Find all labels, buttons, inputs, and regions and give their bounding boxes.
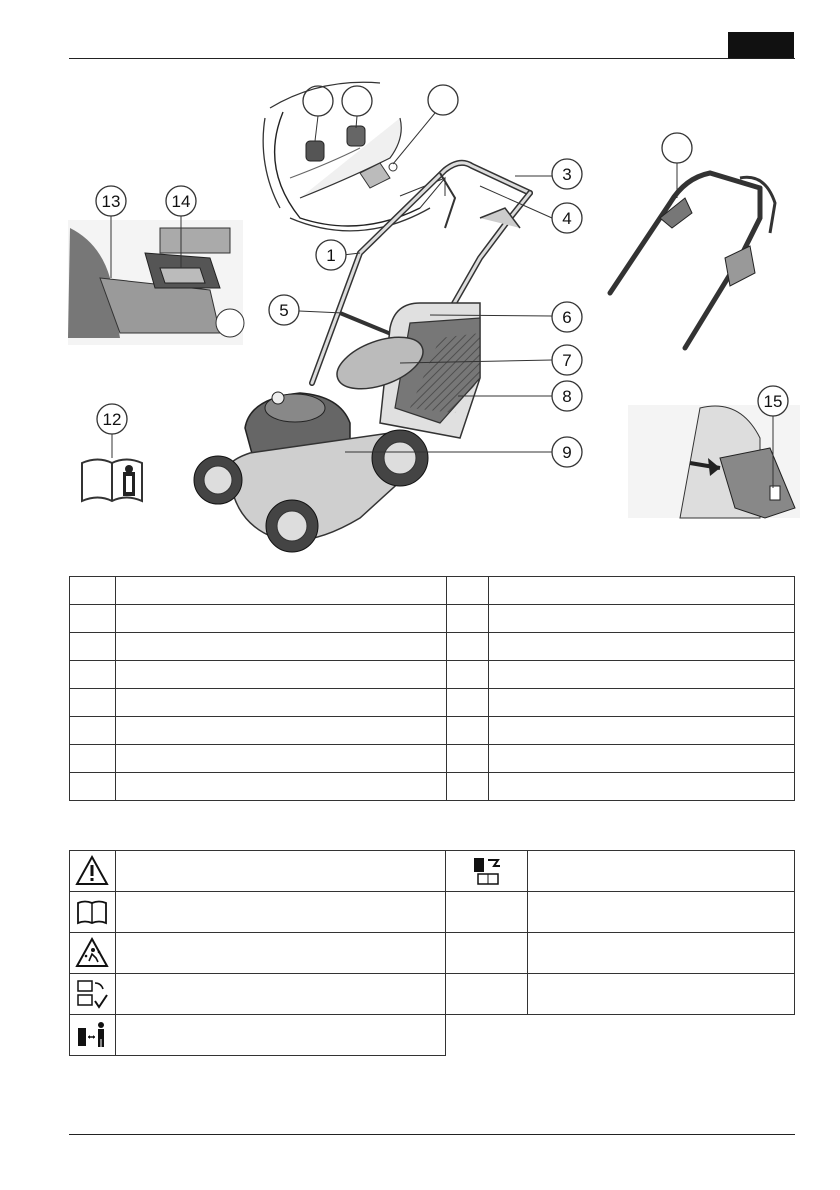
part-number xyxy=(70,605,116,633)
warning-triangle-icon xyxy=(75,854,109,888)
part-number xyxy=(447,689,489,717)
footer-rule xyxy=(69,1134,795,1135)
table-row xyxy=(70,892,795,933)
symbol-description xyxy=(115,851,445,892)
symbol-description xyxy=(115,892,445,933)
table-row xyxy=(70,1015,795,1056)
callout-5: 5 xyxy=(279,301,289,320)
part-number xyxy=(70,661,116,689)
callout-8: 8 xyxy=(562,387,572,406)
part-number xyxy=(447,773,489,801)
thrown-objects-warning-icon xyxy=(75,936,109,970)
part-number xyxy=(447,633,489,661)
wheel-rear xyxy=(372,430,428,486)
symbol-icon-cell xyxy=(446,892,528,933)
language-tab xyxy=(728,32,794,58)
rotating-blade-hand-foot-icon xyxy=(75,977,109,1011)
manual-reference xyxy=(82,404,142,501)
table-row xyxy=(70,689,795,717)
table-row xyxy=(70,851,795,892)
part-name xyxy=(116,661,447,689)
part-name xyxy=(116,773,447,801)
part-number xyxy=(70,577,116,605)
part-name xyxy=(116,633,447,661)
part-number xyxy=(70,773,116,801)
callout-6: 6 xyxy=(562,308,572,327)
symbol-description xyxy=(528,933,795,974)
part-name xyxy=(116,689,447,717)
part-name xyxy=(489,717,795,745)
part-number xyxy=(447,717,489,745)
part-name xyxy=(489,605,795,633)
part-name xyxy=(489,633,795,661)
table-row xyxy=(70,633,795,661)
safety-symbols-table xyxy=(69,850,795,1056)
part-number xyxy=(70,717,116,745)
part-number xyxy=(70,633,116,661)
wheel-front-left xyxy=(194,456,242,504)
keep-distance-bystanders-icon xyxy=(75,1018,109,1052)
callout-1: 1 xyxy=(326,246,336,265)
table-row xyxy=(70,577,795,605)
callout-15: 15 xyxy=(763,392,783,411)
read-manual-icon xyxy=(75,895,109,929)
handle-controls-detail xyxy=(247,82,458,231)
parts-legend-table xyxy=(69,576,795,801)
part-number xyxy=(70,745,116,773)
symbol-icon-cell xyxy=(446,974,528,1015)
wheel-front-right xyxy=(266,500,318,552)
callout-13: 13 xyxy=(101,192,121,211)
symbol-description xyxy=(115,974,445,1015)
handle-folded-detail xyxy=(610,133,775,348)
callout-12: 12 xyxy=(102,410,122,429)
table-row xyxy=(70,661,795,689)
part-name xyxy=(489,773,795,801)
callout-4: 4 xyxy=(562,209,572,228)
part-name xyxy=(489,689,795,717)
lawnmower-drawing xyxy=(194,163,530,552)
symbol-description xyxy=(115,1015,445,1056)
table-row xyxy=(70,933,795,974)
table-row xyxy=(70,717,795,745)
table-row xyxy=(70,974,795,1015)
callout-9: 9 xyxy=(562,443,572,462)
table-row xyxy=(70,773,795,801)
table-row xyxy=(70,605,795,633)
symbol-description xyxy=(528,851,795,892)
callout-14: 14 xyxy=(171,192,191,211)
part-name xyxy=(489,577,795,605)
part-name xyxy=(116,605,447,633)
callout-7: 7 xyxy=(562,351,572,370)
lawnmower-illustration xyxy=(60,78,800,568)
symbol-description xyxy=(115,933,445,974)
part-name xyxy=(116,745,447,773)
part-number xyxy=(70,689,116,717)
disconnect-spark-plug-icon xyxy=(470,854,504,888)
part-number xyxy=(447,577,489,605)
grass-bag-indicator-detail xyxy=(68,186,244,345)
part-number xyxy=(447,745,489,773)
part-number xyxy=(447,661,489,689)
header-rule xyxy=(69,58,795,59)
mulch-plug-detail xyxy=(628,386,800,518)
part-number xyxy=(447,605,489,633)
part-name xyxy=(489,745,795,773)
part-name xyxy=(116,577,447,605)
symbol-description xyxy=(528,892,795,933)
table-row xyxy=(70,745,795,773)
callout-3: 3 xyxy=(562,165,572,184)
part-name xyxy=(489,661,795,689)
symbol-description xyxy=(528,974,795,1015)
part-name xyxy=(116,717,447,745)
symbol-icon-cell xyxy=(446,933,528,974)
